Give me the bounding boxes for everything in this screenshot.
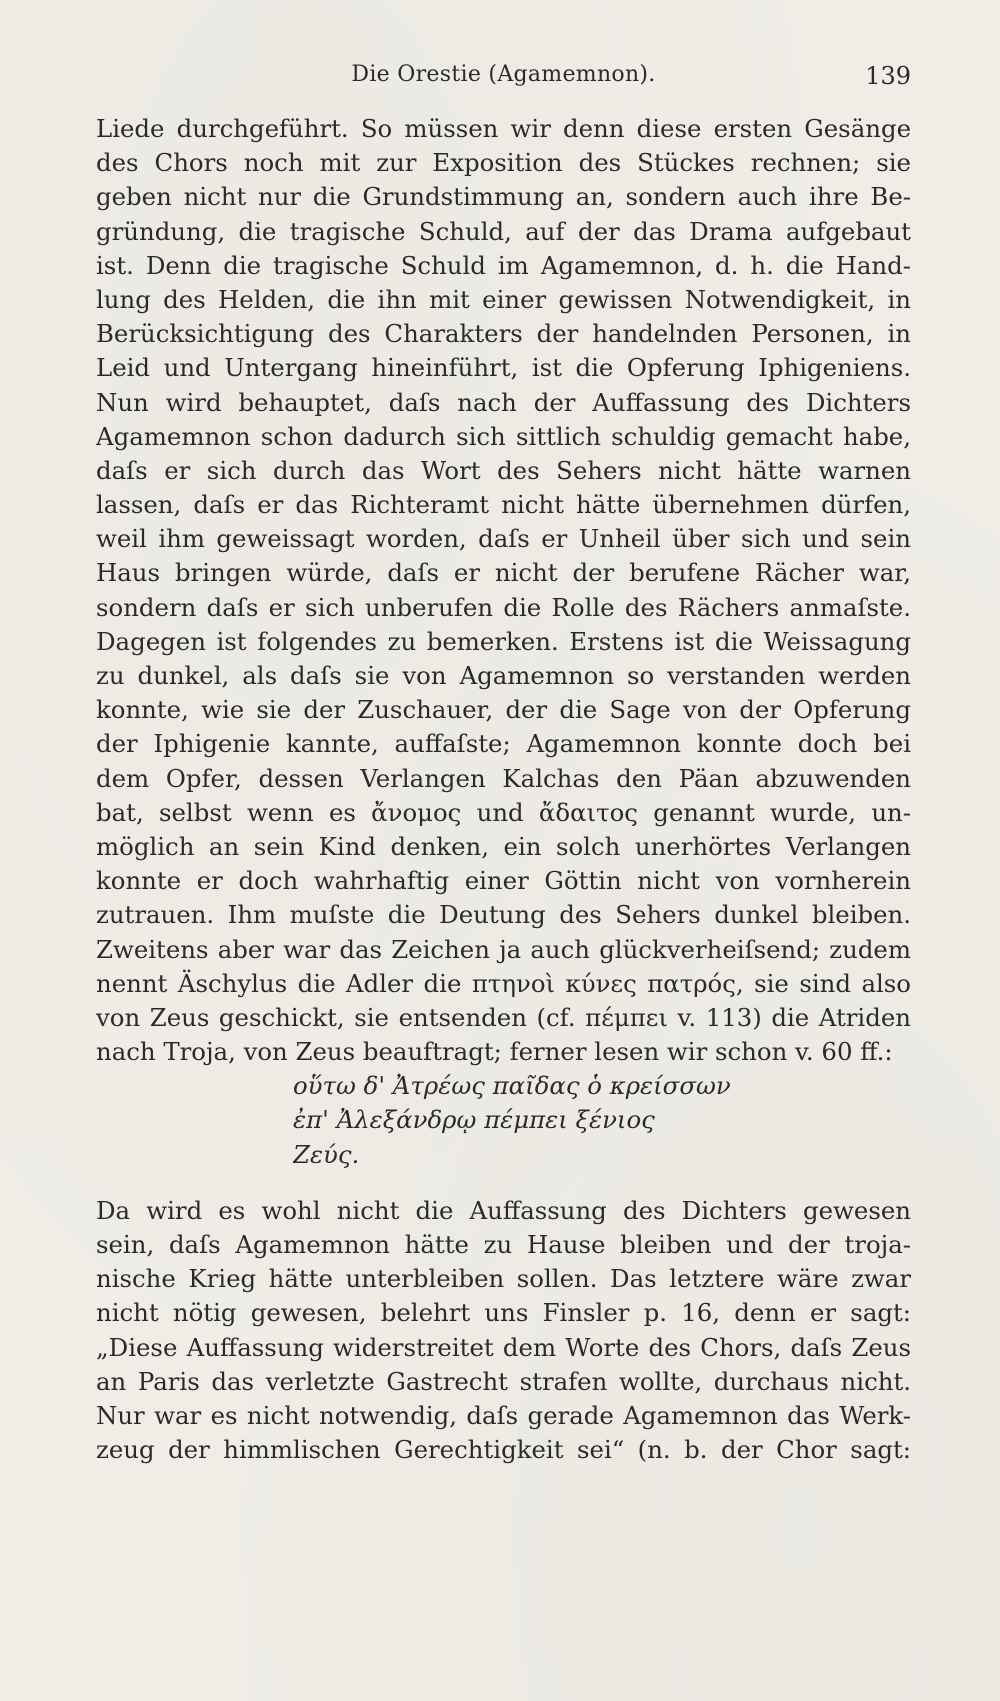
- running-head: [96, 62, 911, 96]
- text-line: der Iphigenie kannte, auffaſste; Agamemnon konnte doch bei: [96, 729, 911, 759]
- paragraph-1: [96, 112, 911, 1069]
- greek-quotation: [96, 1069, 911, 1172]
- text-line: Zweitens aber war das Zeichen ja auch glückverheiſsend; zudem: [96, 934, 911, 964]
- text-line: gründung, die tragische Schuld, auf der das Drama aufgebaut: [96, 216, 911, 246]
- text-line: zeug der himmlischen Gerechtigkeit sei“ (n. b. der Chor sagt:: [96, 1435, 911, 1465]
- text-line: möglich an sein Kind denken, ein solch unerhörtes Verlangen: [96, 831, 911, 861]
- text-line: nische Krieg hätte unterbleiben sollen. Das letztere wäre zwar: [96, 1264, 911, 1294]
- quote-line: Ζεύς.: [293, 1139, 360, 1169]
- text-line: Da wird es wohl nicht die Auffassung des Dichters gewesen: [96, 1195, 911, 1225]
- text-line: „Diese Auffassung widerstreitet dem Worte des Chors, daſs Zeus: [96, 1332, 911, 1362]
- page-number: 139: [865, 62, 911, 90]
- text-line: nicht nötig gewesen, belehrt uns Finsler p. 16, denn er sagt:: [96, 1298, 911, 1328]
- text-line: weil ihm geweissagt worden, daſs er Unheil über sich und sein: [96, 524, 911, 554]
- text-line: an Paris das verletzte Gastrecht strafen wollte, durchaus nicht.: [96, 1366, 911, 1396]
- text-line: sein, daſs Agamemnon hätte zu Hause bleiben und der troja-: [96, 1230, 911, 1259]
- text-line: des Chors noch mit zur Exposition des Stückes rechnen; sie: [96, 148, 911, 178]
- text-line: Nur war es nicht notwendig, daſs gerade Agamemnon das Werk-: [96, 1400, 911, 1430]
- text-line: ist. Denn die tragische Schuld im Agamemnon, d. h. die Hand-: [96, 250, 911, 280]
- text-line: zu dunkel, als daſs sie von Agamemnon so verstanden werden: [96, 661, 911, 690]
- text-line: lung des Helden, die ihn mit einer gewissen Notwendigkeit, in: [96, 284, 911, 314]
- paragraph-gap: [96, 1172, 911, 1194]
- quote-line: οὕτω δ' Ἀτρέως παῖδας ὁ κρείσσων: [293, 1071, 731, 1101]
- text-line: von Zeus geschickt, sie entsenden (cf. πέμπει v. 113) die Atriden: [96, 1002, 911, 1032]
- text-line: Berücksichtigung des Charakters der handelnden Personen, in: [96, 319, 911, 349]
- running-title: Die Orestie (Agamemnon).: [351, 62, 656, 87]
- text-line: Agamemnon schon dadurch sich sittlich schuldig gemacht habe,: [96, 421, 911, 451]
- paragraph-2: [96, 1194, 911, 1468]
- text-line: zutrauen. Ihm muſste die Deutung des Sehers dunkel bleiben.: [96, 900, 911, 930]
- text-line: konnte er doch wahrhaftig einer Göttin nicht von vornherein: [96, 866, 911, 896]
- text-line: Haus bringen würde, daſs er nicht der berufene Rächer war,: [96, 558, 911, 588]
- text-line: Dagegen ist folgendes zu bemerken. Erstens ist die Weissagung: [96, 626, 911, 656]
- text-line: geben nicht nur die Grundstimmung an, sondern auch ihre Be-: [96, 182, 911, 212]
- text-line: sondern daſs er sich unberufen die Rolle des Rächers anmaſste.: [96, 592, 911, 622]
- text-line: konnte, wie sie der Zuschauer, der die Sage von der Opferung: [96, 695, 911, 725]
- quote-line: ἐπ' Ἀλεξάνδρῳ πέμπει ξένιος: [293, 1105, 655, 1135]
- body-text: [96, 112, 911, 1467]
- text-line: nach Troja, von Zeus beauftragt; ferner lesen wir schon v. 60 ff.:: [96, 1037, 893, 1067]
- text-line: Nun wird behauptet, daſs nach der Auffassung des Dichters: [96, 387, 911, 417]
- text-line: lassen, daſs er das Richteramt nicht hätte übernehmen dürfen,: [96, 490, 911, 520]
- text-line: nennt Äschylus die Adler die πτηνοὶ κύνες πατρός, sie sind also: [96, 968, 911, 998]
- text-line: dem Opfer, dessen Verlangen Kalchas den Päan abzuwenden: [96, 763, 911, 793]
- text-line: Liede durchgeführt. So müssen wir denn diese ersten Gesänge: [96, 114, 911, 143]
- text-line: Leid und Untergang hineinführt, ist die Opferung Iphigeniens.: [96, 353, 911, 383]
- text-line: bat, selbst wenn es ἄνομος und ἄδαιτος genannt wurde, un-: [96, 797, 911, 827]
- text-line: daſs er sich durch das Wort des Sehers nicht hätte warnen: [96, 455, 911, 485]
